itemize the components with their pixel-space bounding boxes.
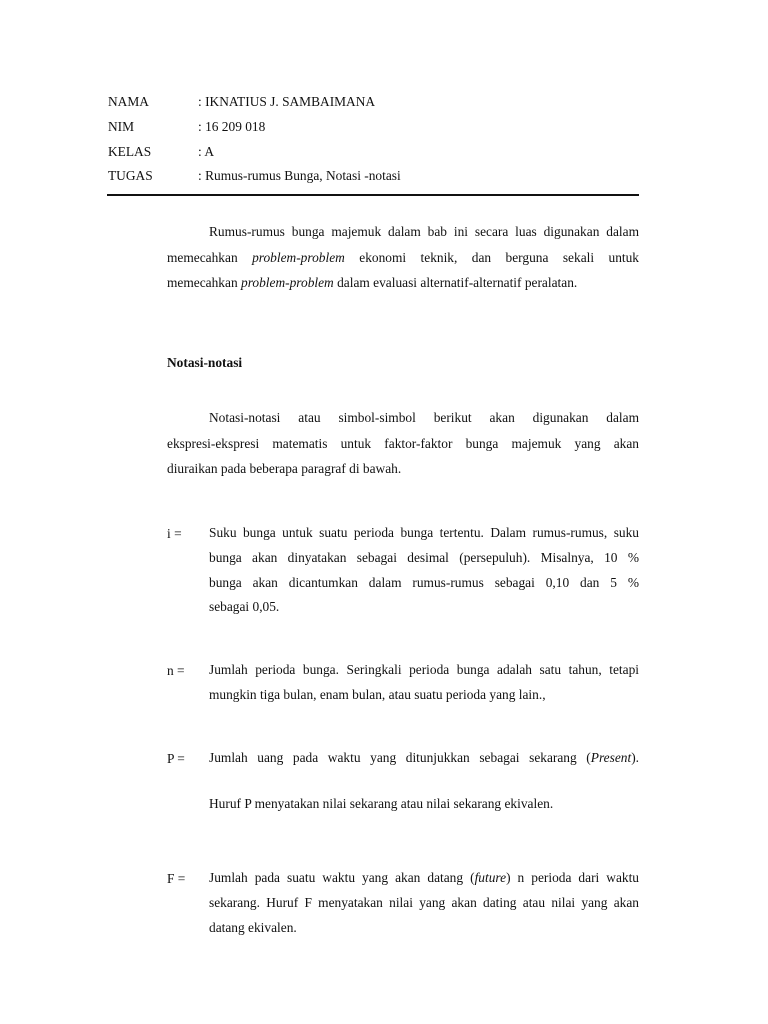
text-line: sebagai 0,05.: [209, 599, 280, 615]
text-line: Notasi-notasi atau simbol-simbol berikut akan digunakan dalam: [209, 410, 639, 425]
header-value: : 16 209 018: [198, 119, 266, 134]
header-label: NIM: [108, 119, 135, 134]
text-line: [167, 270, 639, 296]
text-line: Jumlah perioda bunga. Seringkali perioda bunga adalah satu tahun, tetapi: [209, 662, 639, 677]
definition-body: [209, 866, 639, 940]
definition-term: F =: [167, 871, 186, 886]
text-run: ekonomi teknik, dan berguna sekali untuk: [359, 249, 640, 265]
italic-term: problem-problem: [241, 275, 334, 291]
text-line: Huruf P menyatakan nilai sekarang atau nilai sekarang ekivalen.: [209, 796, 554, 811]
definition-term: n =: [167, 663, 185, 678]
text-line: sekarang. Huruf F menyatakan nilai yang akan dating atau nilai yang akan: [209, 894, 639, 910]
text-line: mungkin tiga bulan, enam bulan, atau suatu perioda yang lain.,: [209, 686, 546, 702]
definition-body: [209, 521, 639, 620]
definition-body: [209, 746, 639, 771]
text-run: memecahkan: [167, 275, 238, 291]
header-label: TUGAS: [108, 168, 153, 183]
text-run: Jumlah pada suatu waktu yang akan datang (: [209, 870, 475, 885]
text-run: dalam evaluasi alternatif-alternatif peralatan.: [337, 275, 578, 291]
header-value: : Rumus-rumus Bunga, Notasi -notasi: [198, 168, 401, 183]
italic-term: Present: [590, 750, 632, 765]
text-line: bunga akan dicantumkan dalam rumus-rumus sebagai 0,10 dan 5 %: [209, 574, 639, 590]
header-value: : IKNATIUS J. SAMBAIMANA: [198, 94, 376, 109]
definition-body: [209, 658, 639, 708]
text-run: ).: [631, 750, 639, 765]
italic-term: problem-problem: [252, 249, 345, 265]
header-label: NAMA: [108, 94, 149, 109]
header-label: KELAS: [108, 144, 152, 159]
intro-paragraph: [167, 219, 639, 296]
text-line: bunga akan dinyatakan sebagai desimal (persepuluh). Misalnya, 10 %: [209, 549, 639, 565]
text-line: [167, 245, 639, 271]
text-line: Suku bunga untuk suatu perioda bunga tertentu. Dalam rumus-rumus, suku: [209, 525, 639, 540]
definition-body: [209, 792, 639, 817]
text-line: Rumus-rumus bunga majemuk dalam bab ini secara luas digunakan dalam: [209, 224, 639, 239]
text-line: [209, 746, 639, 771]
header-divider: [107, 194, 639, 196]
section-heading: Notasi-notasi: [167, 355, 243, 370]
text-run: ) n perioda dari waktu: [506, 870, 639, 885]
notation-intro-paragraph: [167, 405, 639, 482]
definition-term: P =: [167, 751, 185, 766]
text-run: Jumlah uang pada waktu yang ditunjukkan sebagai sekarang (: [209, 750, 591, 765]
text-line: [209, 866, 639, 891]
definition-term: i =: [167, 526, 182, 541]
text-line: datang ekivalen.: [209, 919, 297, 935]
text-run: memecahkan: [167, 249, 238, 265]
text-line: diuraikan pada beberapa paragraf di bawah.: [167, 461, 402, 477]
header-value: : A: [198, 144, 214, 159]
italic-term: future: [474, 870, 507, 885]
text-line: ekspresi-ekspresi matematis untuk faktor-faktor bunga majemuk yang akan: [167, 435, 639, 451]
